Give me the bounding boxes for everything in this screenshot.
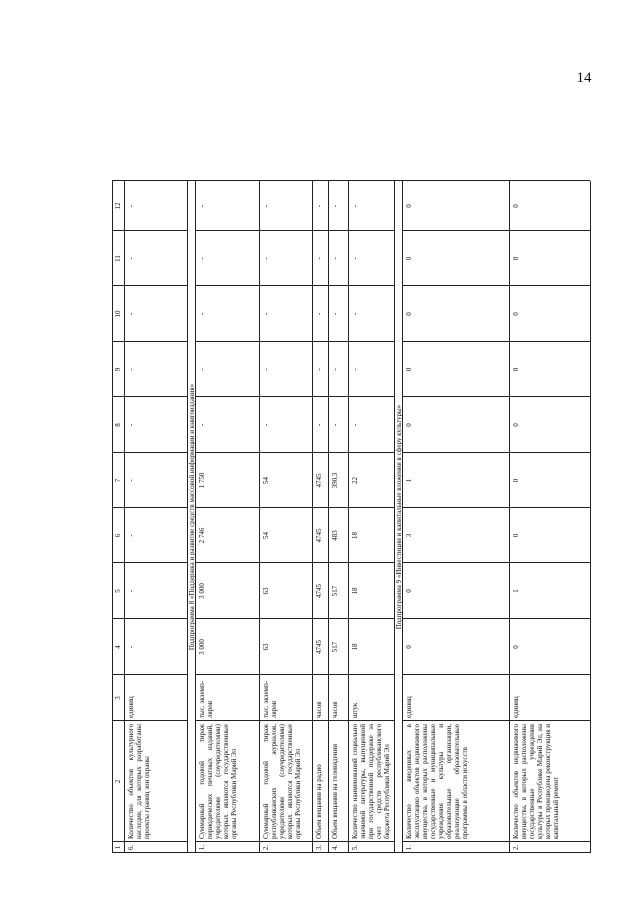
value-cell: -: [331, 312, 339, 316]
value-cell: -: [127, 589, 135, 593]
column-divider: [509, 674, 590, 675]
column-divider: [509, 841, 590, 842]
value-cell: 3 000: [198, 639, 206, 655]
column-divider: [124, 720, 187, 721]
subprogram-title: Подпрограмма 8 «Поддержка и развитие средств массовой информации и книгоиздания»: [188, 383, 196, 651]
unit: часов: [315, 701, 323, 718]
value-cell: -: [351, 257, 359, 260]
value-cell: 3 000: [198, 583, 206, 599]
indicator-table: [112, 73, 592, 853]
value-cell: -: [198, 312, 206, 316]
row-number: 4.: [331, 844, 339, 851]
value-cell: 4745: [315, 528, 323, 543]
value-cell: 483: [331, 530, 339, 541]
unit: единиц: [512, 696, 520, 718]
indicator-name: Суммарный годовой тираж периодических печатных изданий, учредителями (соучредителями) которых являются государственные органы Республики Марий Эл: [198, 724, 238, 839]
value-cell: 0: [512, 478, 520, 483]
value-cell: -: [262, 204, 270, 208]
value-cell: -: [315, 368, 323, 371]
value-cell: -: [127, 368, 135, 371]
indicator-name: Объем вещания на телевидении: [331, 743, 339, 839]
column-divider: [402, 674, 509, 675]
value-cell: -: [315, 423, 323, 427]
value-cell: -: [127, 312, 135, 316]
value-cell: -: [262, 257, 270, 260]
value-cell: 54: [262, 477, 270, 484]
value-cell: -: [331, 204, 339, 208]
column-divider: [195, 720, 259, 721]
value-cell: 18: [351, 643, 359, 651]
column-divider: [402, 562, 509, 563]
value-cell: 0: [405, 367, 413, 372]
column-divider: [402, 507, 509, 508]
row-divider: [348, 181, 349, 853]
row-number: 2.: [262, 844, 270, 851]
value-cell: 1: [405, 478, 413, 483]
value-cell: 0: [405, 423, 413, 427]
row-number: 5.: [351, 844, 359, 851]
value-cell: -: [127, 645, 135, 649]
unit: единиц: [127, 696, 135, 718]
column-divider: [509, 618, 590, 619]
value-cell: -: [127, 204, 135, 208]
value-cell: -: [198, 257, 206, 260]
value-cell: 0: [512, 256, 520, 261]
column-divider: [402, 720, 509, 721]
value-cell: 4745: [315, 640, 323, 654]
column-divider: [402, 285, 509, 286]
page-number: 14: [576, 70, 592, 86]
column-divider: [509, 285, 590, 286]
header-cell: 7: [114, 478, 122, 483]
value-cell: 18: [351, 532, 359, 539]
column-divider: [312, 720, 328, 721]
value-cell: 517: [331, 585, 339, 597]
value-cell: -: [315, 312, 323, 316]
value-cell: 390,3: [331, 472, 339, 489]
row-divider: [259, 181, 260, 853]
header-cell: 9: [114, 367, 122, 372]
value-cell: 2 746: [198, 527, 206, 544]
value-cell: -: [331, 368, 339, 371]
value-cell: 18: [351, 587, 359, 595]
value-cell: 0: [512, 204, 520, 208]
column-divider: [509, 341, 590, 342]
row-number: 1.: [198, 844, 206, 851]
column-divider: [402, 230, 509, 231]
value-cell: -: [198, 204, 206, 208]
row-number: 3.: [315, 844, 323, 851]
header-cell: 5: [114, 589, 122, 593]
column-divider: [402, 396, 509, 397]
value-cell: 63: [262, 643, 270, 651]
column-divider: [509, 396, 590, 397]
value-cell: -: [351, 204, 359, 208]
value-cell: -: [331, 257, 339, 260]
column-divider: [509, 452, 590, 453]
indicator-name: Количество объектов культурного наследия, для которых разработаны проекты границ зон охраны: [127, 724, 151, 839]
value-cell: 1 750: [198, 472, 206, 489]
value-cell: 0: [405, 645, 413, 649]
header-cell: 12: [114, 202, 122, 210]
value-cell: -: [351, 312, 359, 316]
value-cell: -: [127, 534, 135, 537]
value-cell: 0: [405, 204, 413, 208]
value-cell: 0: [512, 312, 520, 316]
value-cell: -: [127, 423, 135, 427]
unit: тыс. экземп-ляров: [262, 680, 278, 718]
indicator-name: Количество введенных в эксплуатацию объектов недвижимого имущества, в которых расположены государственные и муниципальные учреждения культуры и образовательные организации, реализующие образовательные программы в области искусств: [405, 724, 469, 839]
value-cell: -: [127, 479, 135, 482]
column-divider: [509, 507, 590, 508]
value-cell: -: [198, 423, 206, 427]
subprogram-title: Подпрограмма 9 «Инвестиции и капитальные вложения в сферу культуры»: [395, 404, 403, 630]
value-cell: -: [198, 368, 206, 371]
value-cell: -: [351, 423, 359, 427]
header-cell: 6: [114, 533, 122, 538]
value-cell: 0: [512, 645, 520, 649]
column-divider: [402, 618, 509, 619]
value-cell: -: [262, 312, 270, 316]
value-cell: 1: [512, 589, 520, 593]
header-divider: [124, 181, 125, 853]
value-cell: 0: [405, 256, 413, 261]
value-cell: 4745: [315, 473, 323, 488]
value-cell: -: [262, 423, 270, 427]
column-divider: [348, 720, 394, 721]
value-cell: 4745: [315, 584, 323, 598]
row-divider: [590, 181, 591, 853]
column-divider: [402, 452, 509, 453]
column-divider: [328, 720, 348, 721]
value-cell: 54: [262, 532, 270, 539]
row-number: 2.: [512, 844, 520, 851]
unit: тыс. экземп-ляров: [198, 680, 214, 718]
header-cell: 2: [114, 779, 122, 784]
value-cell: 0: [512, 533, 520, 538]
value-cell: 0: [512, 367, 520, 372]
column-divider: [402, 841, 509, 842]
value-cell: 0: [405, 312, 413, 316]
header-cell: 8: [114, 423, 122, 427]
header-cell: 11: [114, 255, 122, 262]
value-cell: -: [315, 204, 323, 208]
row-number: 6.: [127, 844, 135, 851]
unit: единиц: [405, 696, 413, 718]
unit: часов: [331, 701, 339, 718]
indicator-name: Суммарный годовой тираж республиканских журналов, учредителями (соучредителями) которых являются государственные органы Республики Марий Эл: [262, 724, 302, 839]
row-number: 1.: [405, 844, 413, 851]
value-cell: 3: [405, 533, 413, 538]
column-divider: [509, 562, 590, 563]
column-divider: [259, 720, 312, 721]
value-cell: -: [127, 257, 135, 260]
value-cell: 0: [405, 589, 413, 593]
value-cell: 63: [262, 587, 270, 595]
value-cell: 517: [331, 641, 339, 653]
value-cell: -: [262, 368, 270, 371]
indicator-name: Количество наименований социально значимой литературы, выпущенной при государственной поддержке за счет средств республиканского бюджета Республики Марий Эл: [351, 724, 391, 839]
header-cell: 3: [114, 696, 122, 700]
row-divider: [312, 181, 313, 853]
column-divider: [509, 720, 590, 721]
value-cell: 22: [351, 477, 359, 484]
header-cell: 1: [114, 845, 122, 850]
unit: штук: [351, 702, 359, 718]
indicator-name: Количество объектов недвижимого имущества, в которых расположены государственные учреждения культуры в Республике Марий Эл, на которых произведена реконструкция и капитальный ремонт: [512, 724, 560, 839]
column-divider: [402, 341, 509, 342]
value-cell: -: [331, 423, 339, 427]
value-cell: 0: [512, 423, 520, 427]
column-divider: [509, 230, 590, 231]
row-divider: [509, 181, 510, 853]
indicator-name: Объем вещания на радио: [315, 764, 323, 839]
value-cell: -: [351, 368, 359, 371]
row-divider: [328, 181, 329, 853]
header-cell: 10: [114, 310, 122, 318]
value-cell: -: [315, 257, 323, 260]
header-cell: 4: [114, 645, 122, 649]
